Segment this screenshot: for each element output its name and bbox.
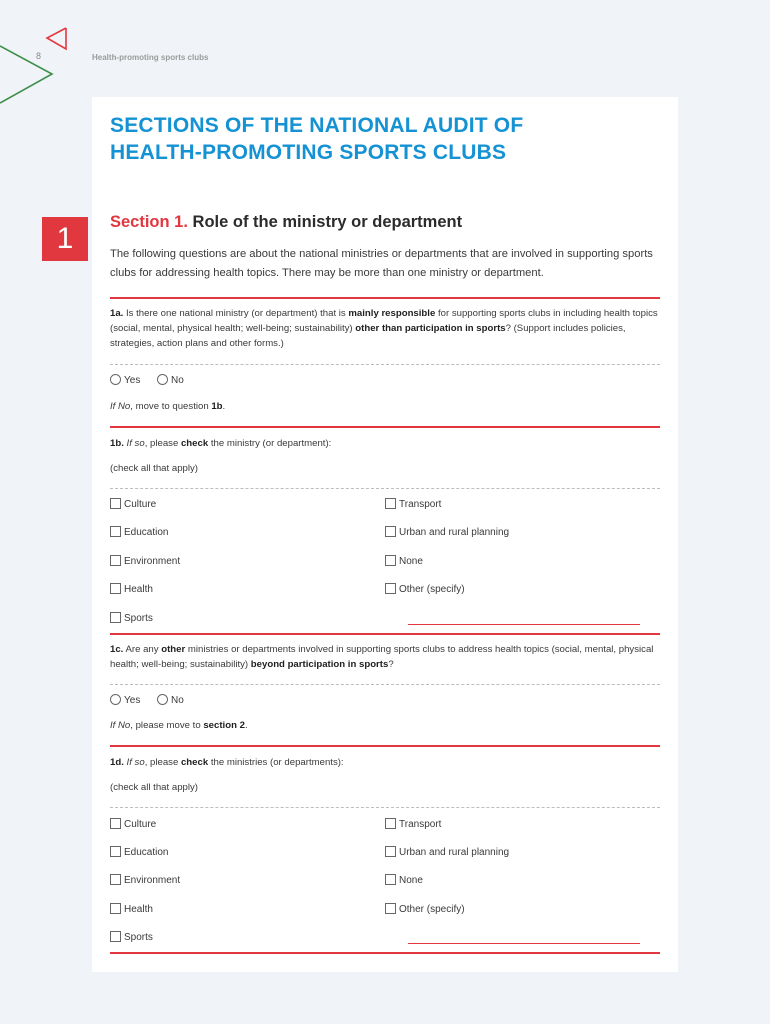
question-1b: 1b. If so, please check the ministry (or department): [110, 438, 332, 449]
checkbox-icon [110, 818, 121, 829]
checkbox-1d-none[interactable]: None [385, 874, 423, 886]
radio-icon [157, 694, 168, 705]
checkbox-icon [110, 498, 121, 509]
checkbox-1d-urban-planning[interactable]: Urban and rural planning [385, 846, 509, 858]
section-heading: Section 1. Role of the ministry or department [110, 213, 463, 231]
divider-red [110, 745, 660, 747]
checkbox-icon [385, 498, 396, 509]
section-intro: The following questions are about the national ministries or departments that are involved in supporting sports clubs for addressing health topics. There may be more than one ministry or department. [110, 248, 653, 279]
checkbox-1b-other[interactable]: Other (specify) [385, 583, 465, 595]
checkbox-1b-education[interactable]: Education [110, 526, 168, 538]
specify-input-1b[interactable] [408, 624, 640, 625]
checkbox-1b-health[interactable]: Health [110, 583, 153, 595]
checkbox-icon [110, 583, 121, 594]
page-number: 8 [36, 51, 42, 61]
section-number-badge: 1 [42, 217, 88, 261]
question-1c: 1c. Are any other ministries or departments involved in supporting sports clubs to address health topics (social, mental, physical health; well-being; sustainability) beyond participation in sports? [110, 644, 654, 670]
checkbox-icon [385, 555, 396, 566]
checkbox-1d-environment[interactable]: Environment [110, 874, 180, 886]
checkbox-icon [110, 612, 121, 623]
checkbox-1b-urban-planning[interactable]: Urban and rural planning [385, 526, 509, 538]
checkbox-1b-culture[interactable]: Culture [110, 498, 156, 510]
form-card [56, 97, 678, 972]
checkbox-1d-culture[interactable]: Culture [110, 818, 156, 830]
page-title: SECTIONS OF THE NATIONAL AUDIT OF HEALTH-PROMOTING SPORTS CLUBS [110, 114, 524, 164]
divider-red [110, 426, 660, 428]
checkbox-1b-environment[interactable]: Environment [110, 555, 180, 567]
divider-dashed [110, 364, 660, 365]
checkbox-1d-other[interactable]: Other (specify) [385, 903, 465, 915]
divider-dashed [110, 488, 660, 489]
checkbox-icon [385, 903, 396, 914]
checkbox-icon [110, 931, 121, 942]
divider-red [110, 633, 660, 635]
instruction-1a: If No, move to question 1b. [110, 401, 226, 412]
checkbox-icon [110, 555, 121, 566]
radio-1a-no[interactable]: No [157, 374, 184, 386]
radio-icon [157, 374, 168, 385]
divider-dashed [110, 807, 660, 808]
radio-1c-yes[interactable]: Yes [110, 694, 140, 706]
radio-icon [110, 694, 121, 705]
question-1d: 1d. If so, please check the ministries (or departments): [110, 757, 344, 768]
checkbox-icon [385, 526, 396, 537]
checkbox-1b-sports[interactable]: Sports [110, 612, 153, 624]
check-all-note: (check all that apply) [110, 463, 198, 474]
check-all-note: (check all that apply) [110, 782, 198, 793]
radio-1a-yes[interactable]: Yes [110, 374, 140, 386]
checkbox-1d-health[interactable]: Health [110, 903, 153, 915]
checkbox-icon [385, 874, 396, 885]
checkbox-1b-transport[interactable]: Transport [385, 498, 441, 510]
radio-1c-no[interactable]: No [157, 694, 184, 706]
checkbox-1b-none[interactable]: None [385, 555, 423, 567]
checkbox-icon [385, 818, 396, 829]
divider-red [110, 952, 660, 954]
checkbox-1d-sports[interactable]: Sports [110, 931, 153, 943]
divider-red [110, 297, 660, 299]
checkbox-icon [110, 903, 121, 914]
radio-icon [110, 374, 121, 385]
specify-input-1d[interactable] [408, 943, 640, 944]
running-title: Health-promoting sports clubs [92, 53, 209, 62]
question-1a: 1a. Is there one national ministry (or department) that is mainly responsible for supporting sports clubs in including health topics (social, mental, physical health; well-being; sustainability) other than participation in sports? (Support includes policies, strategies, action plans and other forms.) [110, 308, 658, 349]
checkbox-icon [110, 526, 121, 537]
checkbox-1d-transport[interactable]: Transport [385, 818, 441, 830]
checkbox-1d-education[interactable]: Education [110, 846, 168, 858]
checkbox-icon [385, 846, 396, 857]
checkbox-icon [110, 846, 121, 857]
checkbox-icon [110, 874, 121, 885]
instruction-1c: If No, please move to section 2. [110, 720, 248, 731]
checkbox-icon [385, 583, 396, 594]
divider-dashed [110, 684, 660, 685]
